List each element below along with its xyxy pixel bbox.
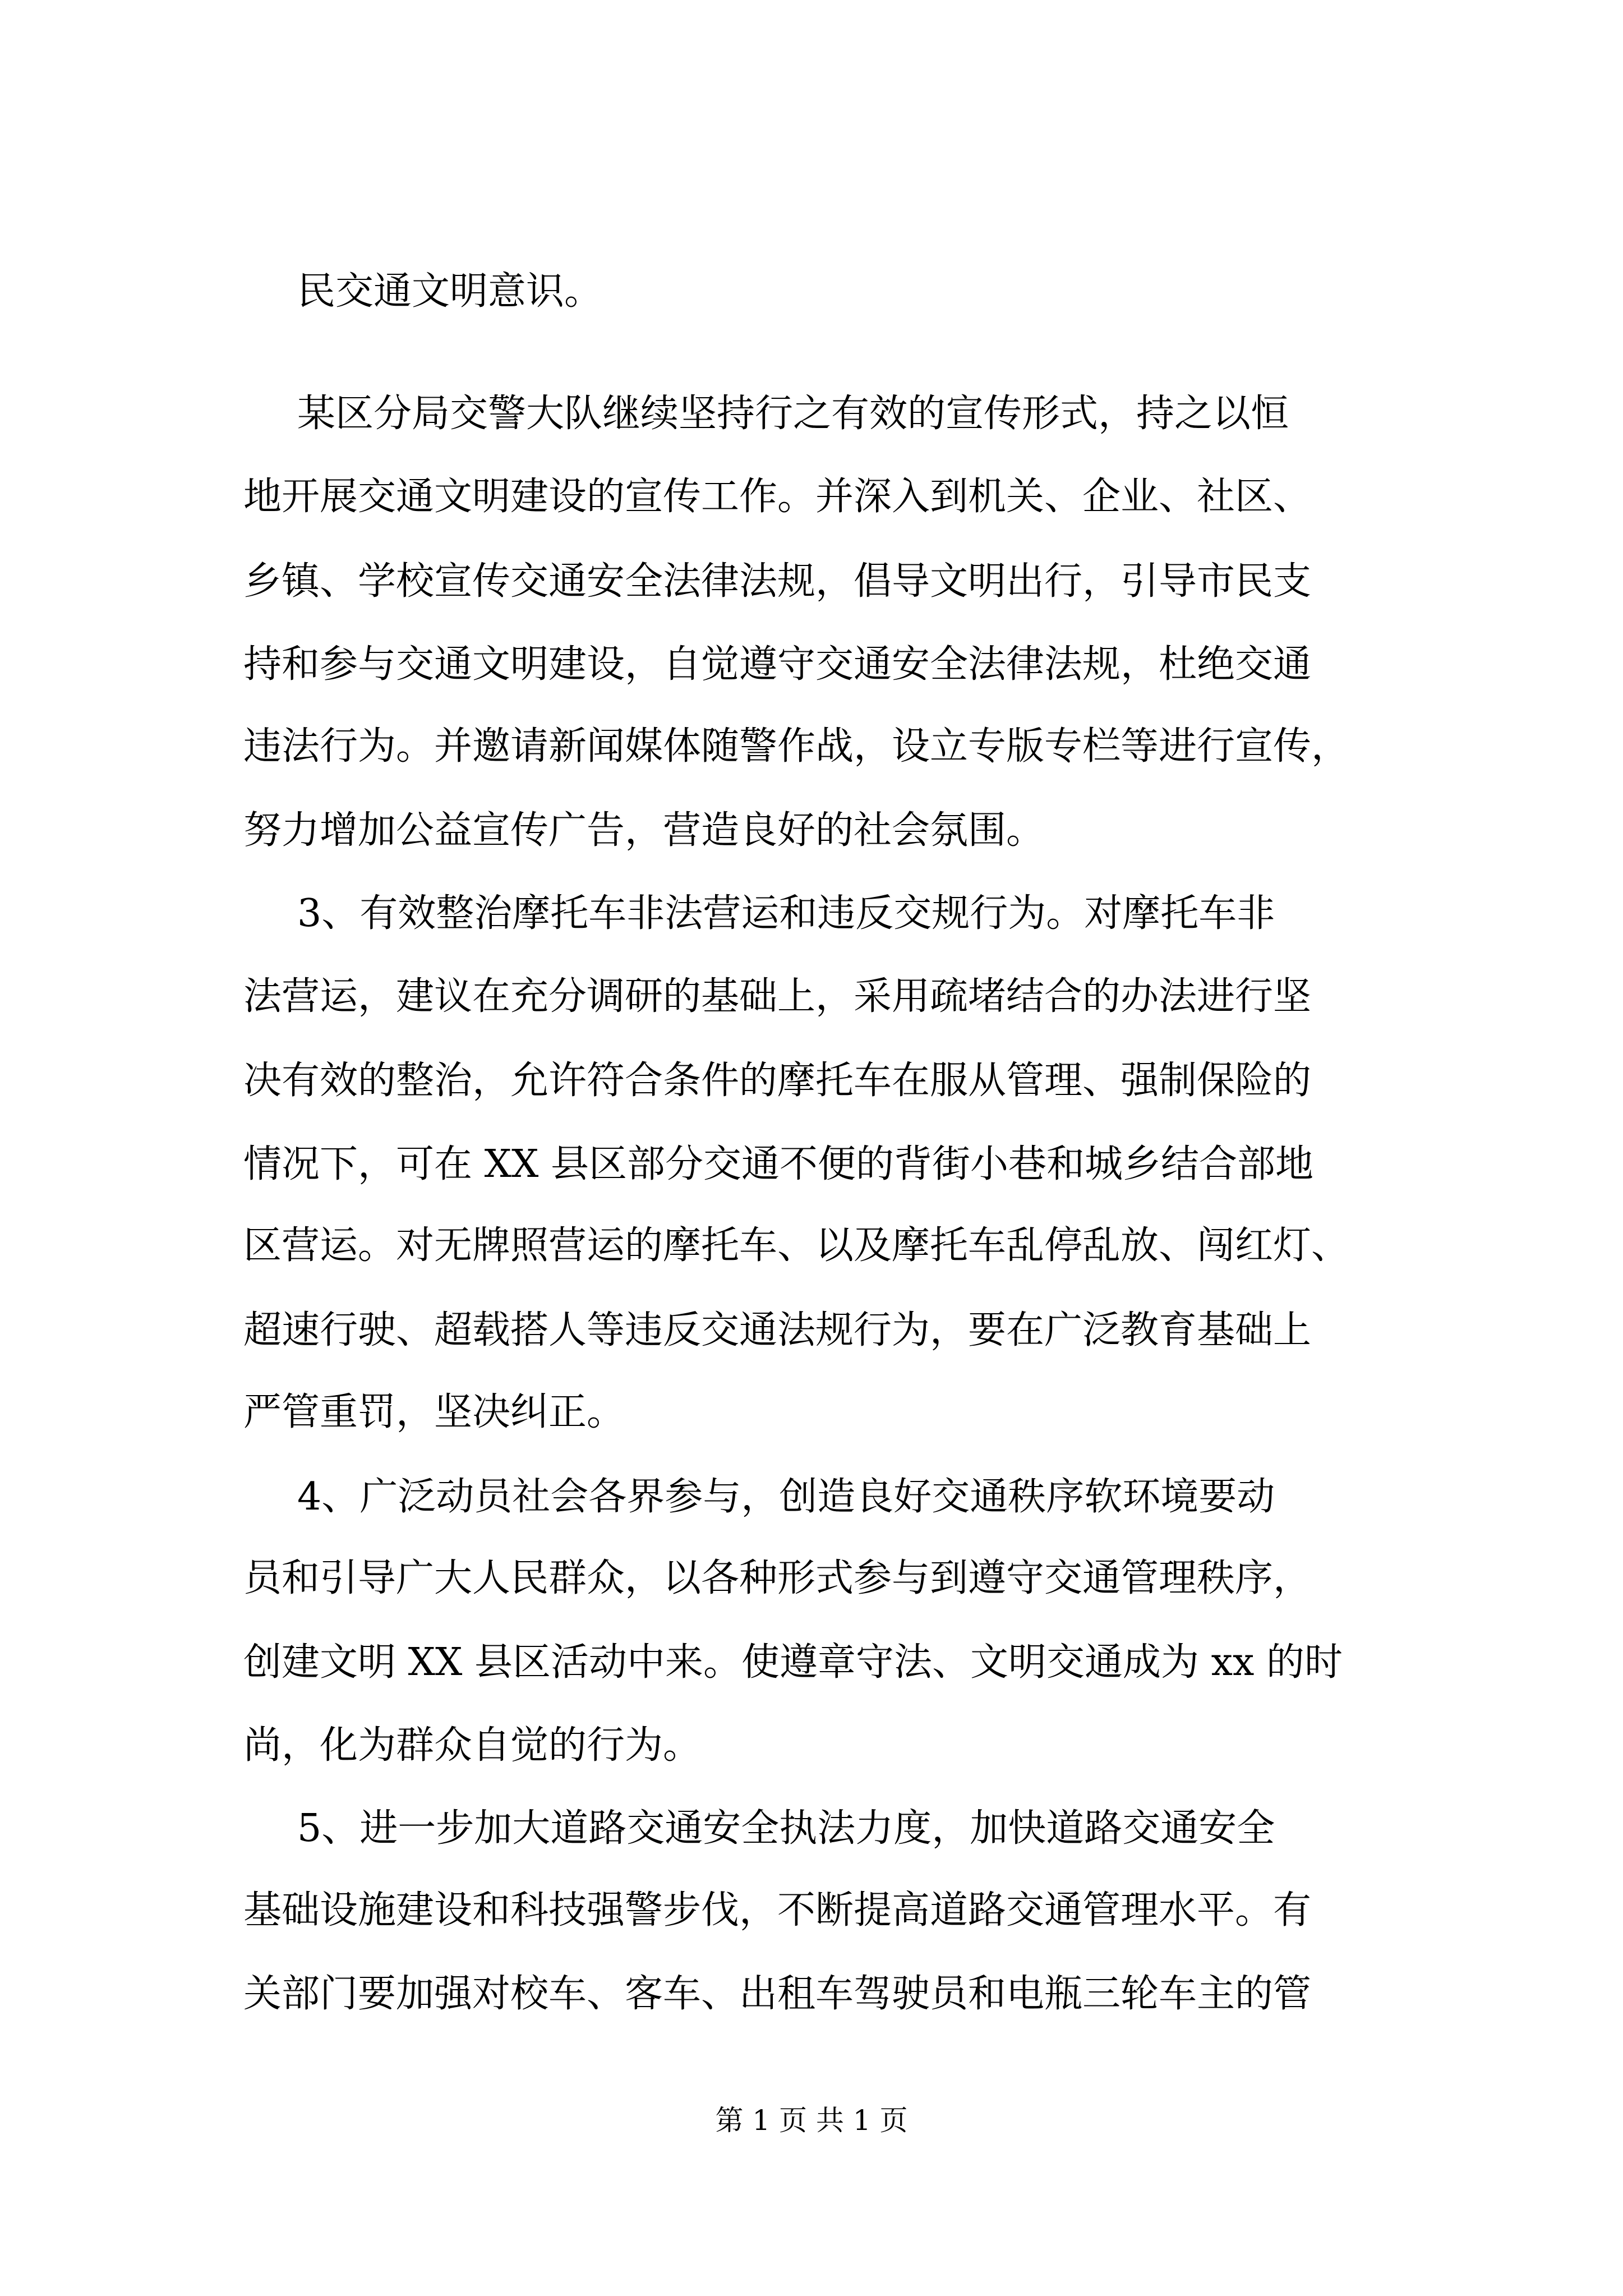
text-line: 关部门要加强对校车、客车、出租车驾驶员和电瓶三轮车主的管 xyxy=(243,1972,1312,2016)
text-line: 违法行为。并邀请新闻媒体随警作战，设立专版专栏等进行宣传， xyxy=(243,724,1350,769)
text-line: 法营运，建议在充分调研的基础上，采用疏堵结合的办法进行坚 xyxy=(243,974,1312,1019)
text-line: 严管重罚，坚决纠正。 xyxy=(243,1390,625,1434)
text-line: 持和参与交通文明建设，自觉遵守交通安全法律法规，杜绝交通 xyxy=(243,642,1312,687)
paragraph-first-line: 4、广泛动员社会各界参与，创造良好交通秩序软环境要动 xyxy=(297,1475,1275,1519)
text-line: 乡镇、学校宣传交通安全法律法规，倡导文明出行，引导市民支 xyxy=(243,559,1312,604)
text-line: 区营运。对无牌照营运的摩托车、以及摩托车乱停乱放、闯红灯、 xyxy=(243,1223,1350,1268)
text-line: 尚，化为群众自觉的行为。 xyxy=(243,1723,702,1768)
page-number-footer: 第 1 页 共 1 页 xyxy=(715,2104,908,2137)
text-line: 情况下，可在 XX 县区部分交通不便的背街小巷和城乡结合部地 xyxy=(243,1142,1314,1186)
text-line: 地开展交通文明建设的宣传工作。并深入到机关、企业、社区、 xyxy=(243,475,1312,519)
text-line: 决有效的整治，允许符合条件的摩托车在服从管理、强制保险的 xyxy=(243,1059,1312,1103)
paragraph-first-line: 5、进一步加大道路交通安全执法力度，加快道路交通安全 xyxy=(297,1806,1275,1851)
text-line: 创建文明 XX 县区活动中来。使遵章守法、文明交通成为 xx 的时 xyxy=(243,1640,1343,1685)
text-line: 努力增加公益宣传广告，营造良好的社会氛围。 xyxy=(243,808,1045,853)
text-line: 基础设施建设和科技强警步伐，不断提高道路交通管理水平。有 xyxy=(243,1888,1312,1932)
text-line: 超速行驶、超载搭人等违反交通法规行为，要在广泛教育基础上 xyxy=(243,1308,1312,1352)
paragraph-first-line: 某区分局交警大队继续坚持行之有效的宣传形式，持之以恒 xyxy=(297,392,1289,436)
text-line: 员和引导广大人民群众，以各种形式参与到遵守交通管理秩序， xyxy=(243,1556,1312,1600)
text-line: 民交通文明意识。 xyxy=(297,269,603,314)
paragraph-first-line: 3、有效整治摩托车非法营运和违反交规行为。对摩托车非 xyxy=(297,891,1275,936)
